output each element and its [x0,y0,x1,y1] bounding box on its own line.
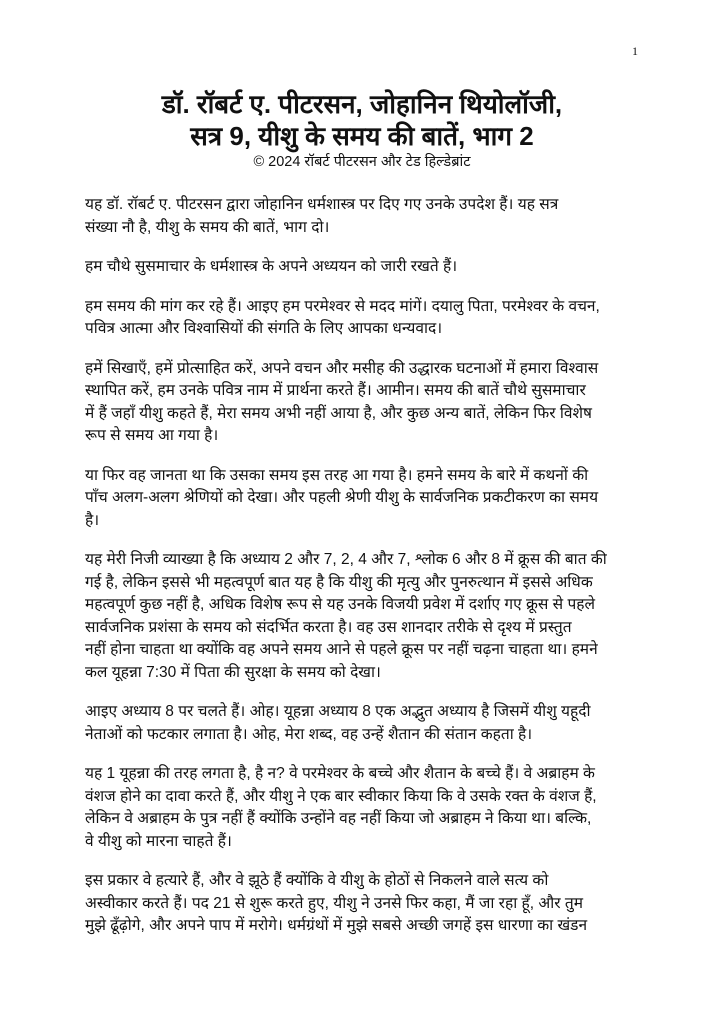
text-line: संख्या नौ है, यीशु के समय की बातें, भाग दो। [85,218,330,236]
paragraph [85,194,655,239]
title-line-1: डॉ. रॉबर्ट ए. पीटरसन, जोहानिन थियोलॉजी, [161,89,563,119]
text-line: इस प्रकार वे हत्यारे हैं, और वे झूठे हैं क्योंकि वे यीशु के होठों से निकलने वाले सत्य को [85,872,549,889]
document-header [0,88,724,172]
text-line: वंशज होने का दावा करते हैं, और यीशु ने एक बार स्वीकार किया कि वे उसके रक्त के वंशज हैं, [85,787,597,805]
text-line: गई है, लेकिन इससे भी महत्वपूर्ण बात यह है कि यीशु की मृत्यु और पुनरुत्थान में इससे अधिक [85,573,593,591]
text-line: स्थापित करें, हम उनके पवित्र नाम में प्रार्थना करते हैं। आमीन। समय की बातें चौथे सुसमाचार [85,382,586,399]
text-line: यह मेरी निजी व्याख्या है कि अध्याय 2 और 7, 2, 4 और 7, श्लोक 6 और 8 में क्रूस की बात की [85,551,607,568]
paragraph [85,870,655,938]
text-line: महत्वपूर्ण कुछ नहीं है, अधिक विशेष रूप से यह उनके विजयी प्रवेश में दर्शाए गए क्रूस से पहले [85,596,596,613]
text-line: अस्वीकार करते हैं। पद 21 से शुरू करते हुए, यीशु ने उनसे फिर कहा, मैं जा रहा हूँ, और तुम [85,894,583,912]
title-line-2: सत्र 9, यीशु के समय की बातें, भाग 2 [190,121,534,151]
text-line: यह 1 यूहन्ना की तरह लगता है, है न? वे परमेश्वर के बच्चे और शैतान के बच्चे हैं। वे अब्राहम के [85,765,595,782]
text-line: नहीं होना चाहता था क्योंकि वह अपने समय आने से पहले क्रूस पर नहीं चढ़ना चाहता था। हमने [85,641,598,658]
text-line: हम समय की मांग कर रहे हैं। आइए हम परमेश्वर से मदद मांगें। दयालु पिता, परमेश्वर के वचन, [85,297,600,315]
paragraph [85,465,655,533]
text-line: हमें सिखाएँ, हमें प्रोत्साहित करें, अपने वचन और मसीह की उद्धारक घटनाओं में हमारा विश्वास [85,359,599,377]
text-line: कल यूहन्ना 7:30 में पिता की सुरक्षा के समय को देखा। [85,663,381,681]
text-line: है। [85,511,100,529]
text-line: पवित्र आत्मा और विश्वासियों की संगति के लिए आपका धन्यवाद। [85,320,443,337]
text-line: हम चौथे सुसमाचार के धर्मशास्त्र के अपने अध्ययन को जारी रखते हैं। [85,258,458,275]
text-line: वे यीशु को मारना चाहते हैं। [85,832,232,850]
text-line: में हैं जहाँ यीशु कहते हैं, मेरा समय अभी नहीं आया है, और कुछ अन्य बातें, लेकिन फिर विशेष [85,404,592,422]
text-line: लेकिन वे अब्राहम के पुत्र नहीं हैं क्योंकि उन्होंने वह नहीं किया जो अब्राहम ने किया था। बल्कि, [85,810,592,827]
paragraph [85,763,655,853]
copyright-line: © 2024 रॉबर्ट पीटरसन और टेड हिल्डेब्रांट [253,154,471,170]
text-line: मुझे ढूँढ़ोगे, और अपने पाप में मरोगे। धर्मग्रंथों में मुझे सबसे अच्छी जगहें इस धारणा का खंडन [85,917,588,934]
page-number: 1 [632,44,638,58]
text-line: पाँच अलग-अलग श्रेणियों को देखा। और पहली श्रेणी यीशु के सार्वजनिक प्रकटीकरण का समय [85,489,599,506]
paragraph [85,701,655,746]
text-line: नेताओं को फटकार लगाता है। ओह, मेरा शब्द, वह उन्हें शैतान की संतान कहता है। [85,725,533,743]
text-line: आइए अध्याय 8 पर चलते हैं। ओह। यूहन्ना अध्याय 8 एक अद्भुत अध्याय है जिसमें यीशु यहूदी [85,703,591,720]
text-line: या फिर वह जानता था कि उसका समय इस तरह आ गया है। हमने समय के बारे में कथनों की [85,466,589,484]
paragraph [85,256,655,279]
paragraph [85,296,655,341]
document-body [85,194,655,955]
text-line: यह डॉ. रॉबर्ट ए. पीटरसन द्वारा जोहानिन धर्मशास्त्र पर दिए गए उनके उपदेश हैं। यह सत्र [85,196,559,213]
paragraph [85,358,655,448]
text-line: रूप से समय आ गया है। [85,427,219,444]
paragraph [85,549,655,684]
text-line: सार्वजनिक प्रशंसा के समय को संदर्भित करता है। वह उस शानदार तरीके से दृश्य में प्रस्तुत [85,618,572,636]
